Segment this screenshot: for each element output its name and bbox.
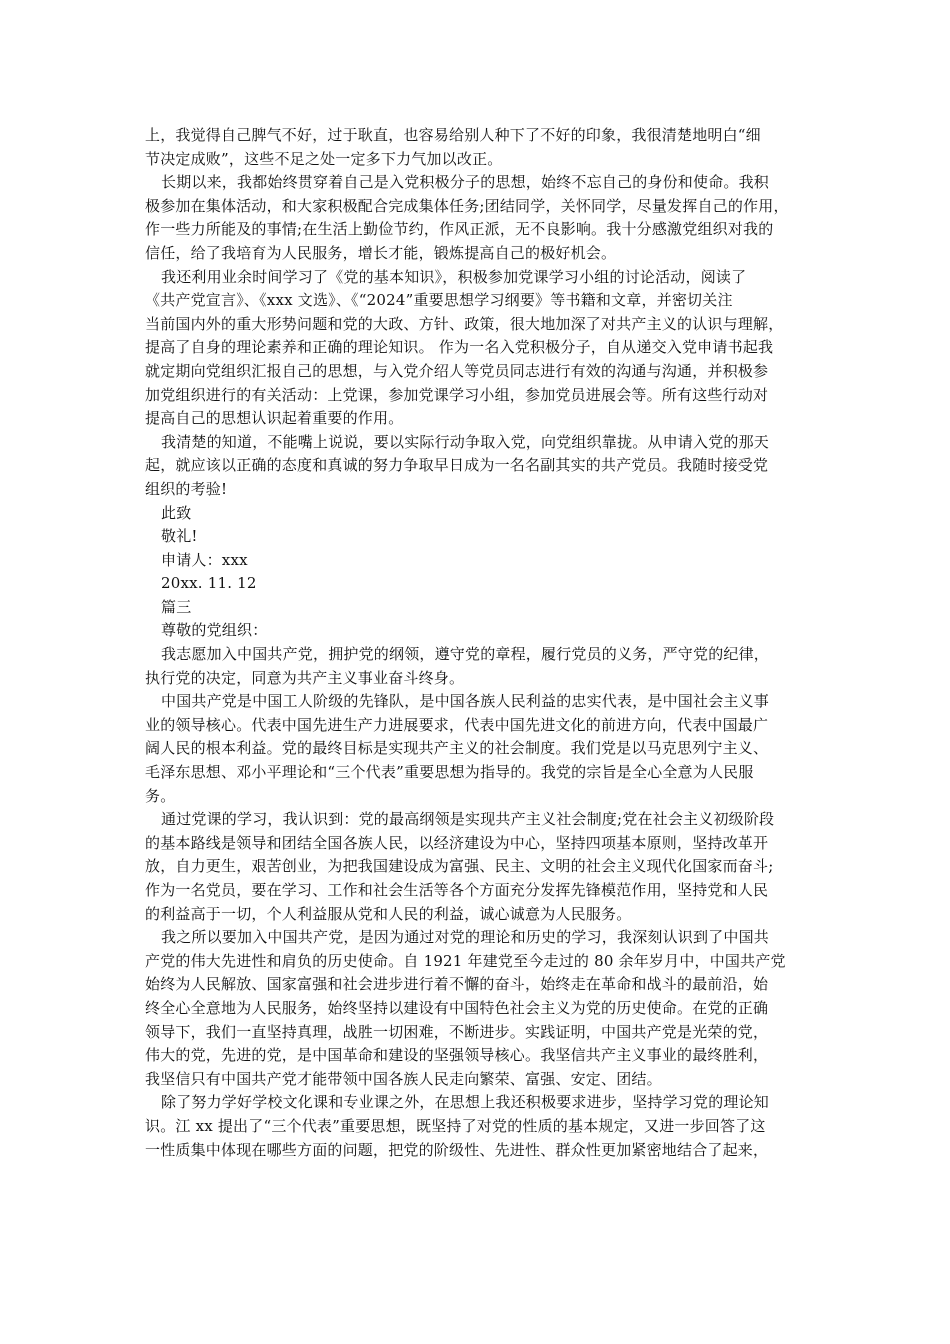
text-line: 篇三 [161, 597, 192, 616]
text-line: 除了努力学好学校文化课和专业课之外，在思想上我还积极要求进步，坚持学习党的理论知 [161, 1093, 770, 1112]
text-line: 组织的考验! [145, 479, 228, 498]
text-line: 业的领导核心。代表中国先进生产力进展要求，代表中国先进文化的前进方向，代表中国最广 [145, 715, 769, 734]
text-line: 申请人：xxx [161, 550, 248, 569]
text-line: 提高了自身的理论素养和正确的理论知识。 作为一名入党积极分子，自从递交入党申请书起我 [145, 338, 774, 357]
text-line: 上，我觉得自己脾气不好，过于耿直，也容易给别人种下了不好的印象，我很清楚地明白“细 [145, 126, 761, 144]
text-line: 我之所以要加入中国共产党，是因为通过对党的理论和历史的学习，我深刻认识到了中国共 [161, 928, 770, 947]
text-line: 领导下，我们一直坚持真理，战胜一切困难，不断进步。实践证明，中国共产党是光荣的党， [145, 1022, 769, 1041]
text-line: 信任，给了我培育为人民服务，增长才能，锻炼提高自己的极好机会。 [145, 243, 617, 262]
text-line: 提高自己的思想认识起着重要的作用。 [145, 409, 404, 428]
text-line: 执行党的决定，同意为共产主义事业奋斗终身。 [145, 668, 465, 687]
text-line: 通过党课的学习，我认识到：党的最高纲领是实现共产主义社会制度;党在社会主义初级阶段 [161, 810, 775, 829]
text-line: 务。 [145, 786, 176, 805]
text-line: 识。江 xx 提出了“三个代表”重要思想，既坚持了对党的性质的基本规定，又进一步回答了这 [145, 1116, 766, 1135]
text-line: 终全心全意地为人民服务，始终坚持以建设有中国特色社会主义为党的历史使命。在党的正确 [145, 998, 769, 1017]
text-line: 长期以来，我都始终贯穿着自己是入党积极分子的思想，始终不忘自己的身份和使命。我积 [161, 173, 770, 192]
text-line: 当前国内外的重大形势问题和党的大政、方针、政策，很大地加深了对共产主义的认识与理解， [145, 314, 784, 333]
text-line: 我清楚的知道，不能嘴上说说，要以实际行动争取入党，向党组织靠拢。从申请入党的那天 [161, 432, 770, 451]
text-line: 敬礼! [161, 527, 198, 546]
text-line: 节决定成败”，这些不足之处一定多下力气加以改正。 [145, 149, 503, 168]
text-line: 的利益高于一切，个人利益服从党和人民的利益，诚心诚意为人民服务。 [145, 904, 632, 923]
text-line: 中国共产党是中国工人阶级的先锋队，是中国各族人民利益的忠实代表，是中国社会主义事 [161, 692, 770, 711]
text-line: 我坚信只有中国共产党才能带领中国各族人民走向繁荣、富强、安定、团结。 [145, 1069, 662, 1088]
text-line: 此致 [161, 503, 192, 522]
document-body [145, 124, 815, 1162]
text-line: 我志愿加入中国共产党，拥护党的纲领，遵守党的章程，履行党员的义务，严守党的纪律， [161, 645, 770, 664]
text-line: 尊敬的党组织： [161, 621, 268, 640]
text-line: 极参加在集体活动，和大家积极配合完成集体任务;团结同学，关怀同学，尽量发挥自己的作用， [145, 196, 789, 215]
text-line: 放，自力更生，艰苦创业，为把我国建设成为富强、民主、文明的社会主义现代化国家而奋斗; [145, 857, 774, 876]
text-line: 始终为人民解放、国家富强和社会进步进行着不懈的奋斗，始终走在革命和战斗的最前沿，始 [145, 975, 769, 994]
text-line: 阔人民的根本利益。党的最终目标是实现共产主义的社会制度。我们党是以马克思列宁主义、 [145, 739, 769, 758]
text-line: 起，就应该以正确的态度和真诚的努力争取早日成为一名名副其实的共产党员。我随时接受党 [145, 456, 769, 475]
text-line: 加党组织进行的有关活动：上党课，参加党课学习小组，参加党员进展会等。所有这些行动对 [145, 385, 769, 404]
text-line: 就定期向党组织汇报自己的思想，与入党介绍人等党员同志进行有效的沟通与沟通，并积极参 [145, 361, 769, 380]
text-line: 伟大的党，先进的党，是中国革命和建设的坚强领导核心。我坚信共产主义事业的最终胜利， [145, 1046, 769, 1065]
text-line: 20xx. 11. 12 [161, 574, 257, 593]
text-line: 一性质集中体现在哪些方面的问题，把党的阶级性、先进性、群众性更加紧密地结合了起来， [145, 1140, 769, 1159]
text-line: 我还利用业余时间学习了《党的基本知识》，积极参加党课学习小组的讨论活动，阅读了 [161, 267, 747, 286]
text-line: 毛泽东思想、邓小平理论和“三个代表”重要思想为指导的。我党的宗旨是全心全意为人民服 [145, 763, 754, 782]
text-line: 《共产党宣言》、《xxx 文选》、《“2024”重要思想学习纲要》等书籍和文章，并密切关注 [145, 291, 733, 310]
text-line: 作为一名党员，要在学习、工作和社会生活等各个方面充分发挥先锋模范作用，坚持党和人民 [145, 881, 769, 899]
text-line: 作一些力所能及的事情;在生活上勤俭节约，作风正派，无不良影响。我十分感激党组织对我的 [145, 220, 774, 239]
text-line: 产党的伟大先进性和肩负的历史使命。自 1921 年建党至今走过的 80 余年岁月中，中国共产党 [145, 951, 786, 970]
text-line: 的基本路线是领导和团结全国各族人民，以经济建设为中心，坚持四项基本原则，坚持改革开 [145, 833, 769, 852]
